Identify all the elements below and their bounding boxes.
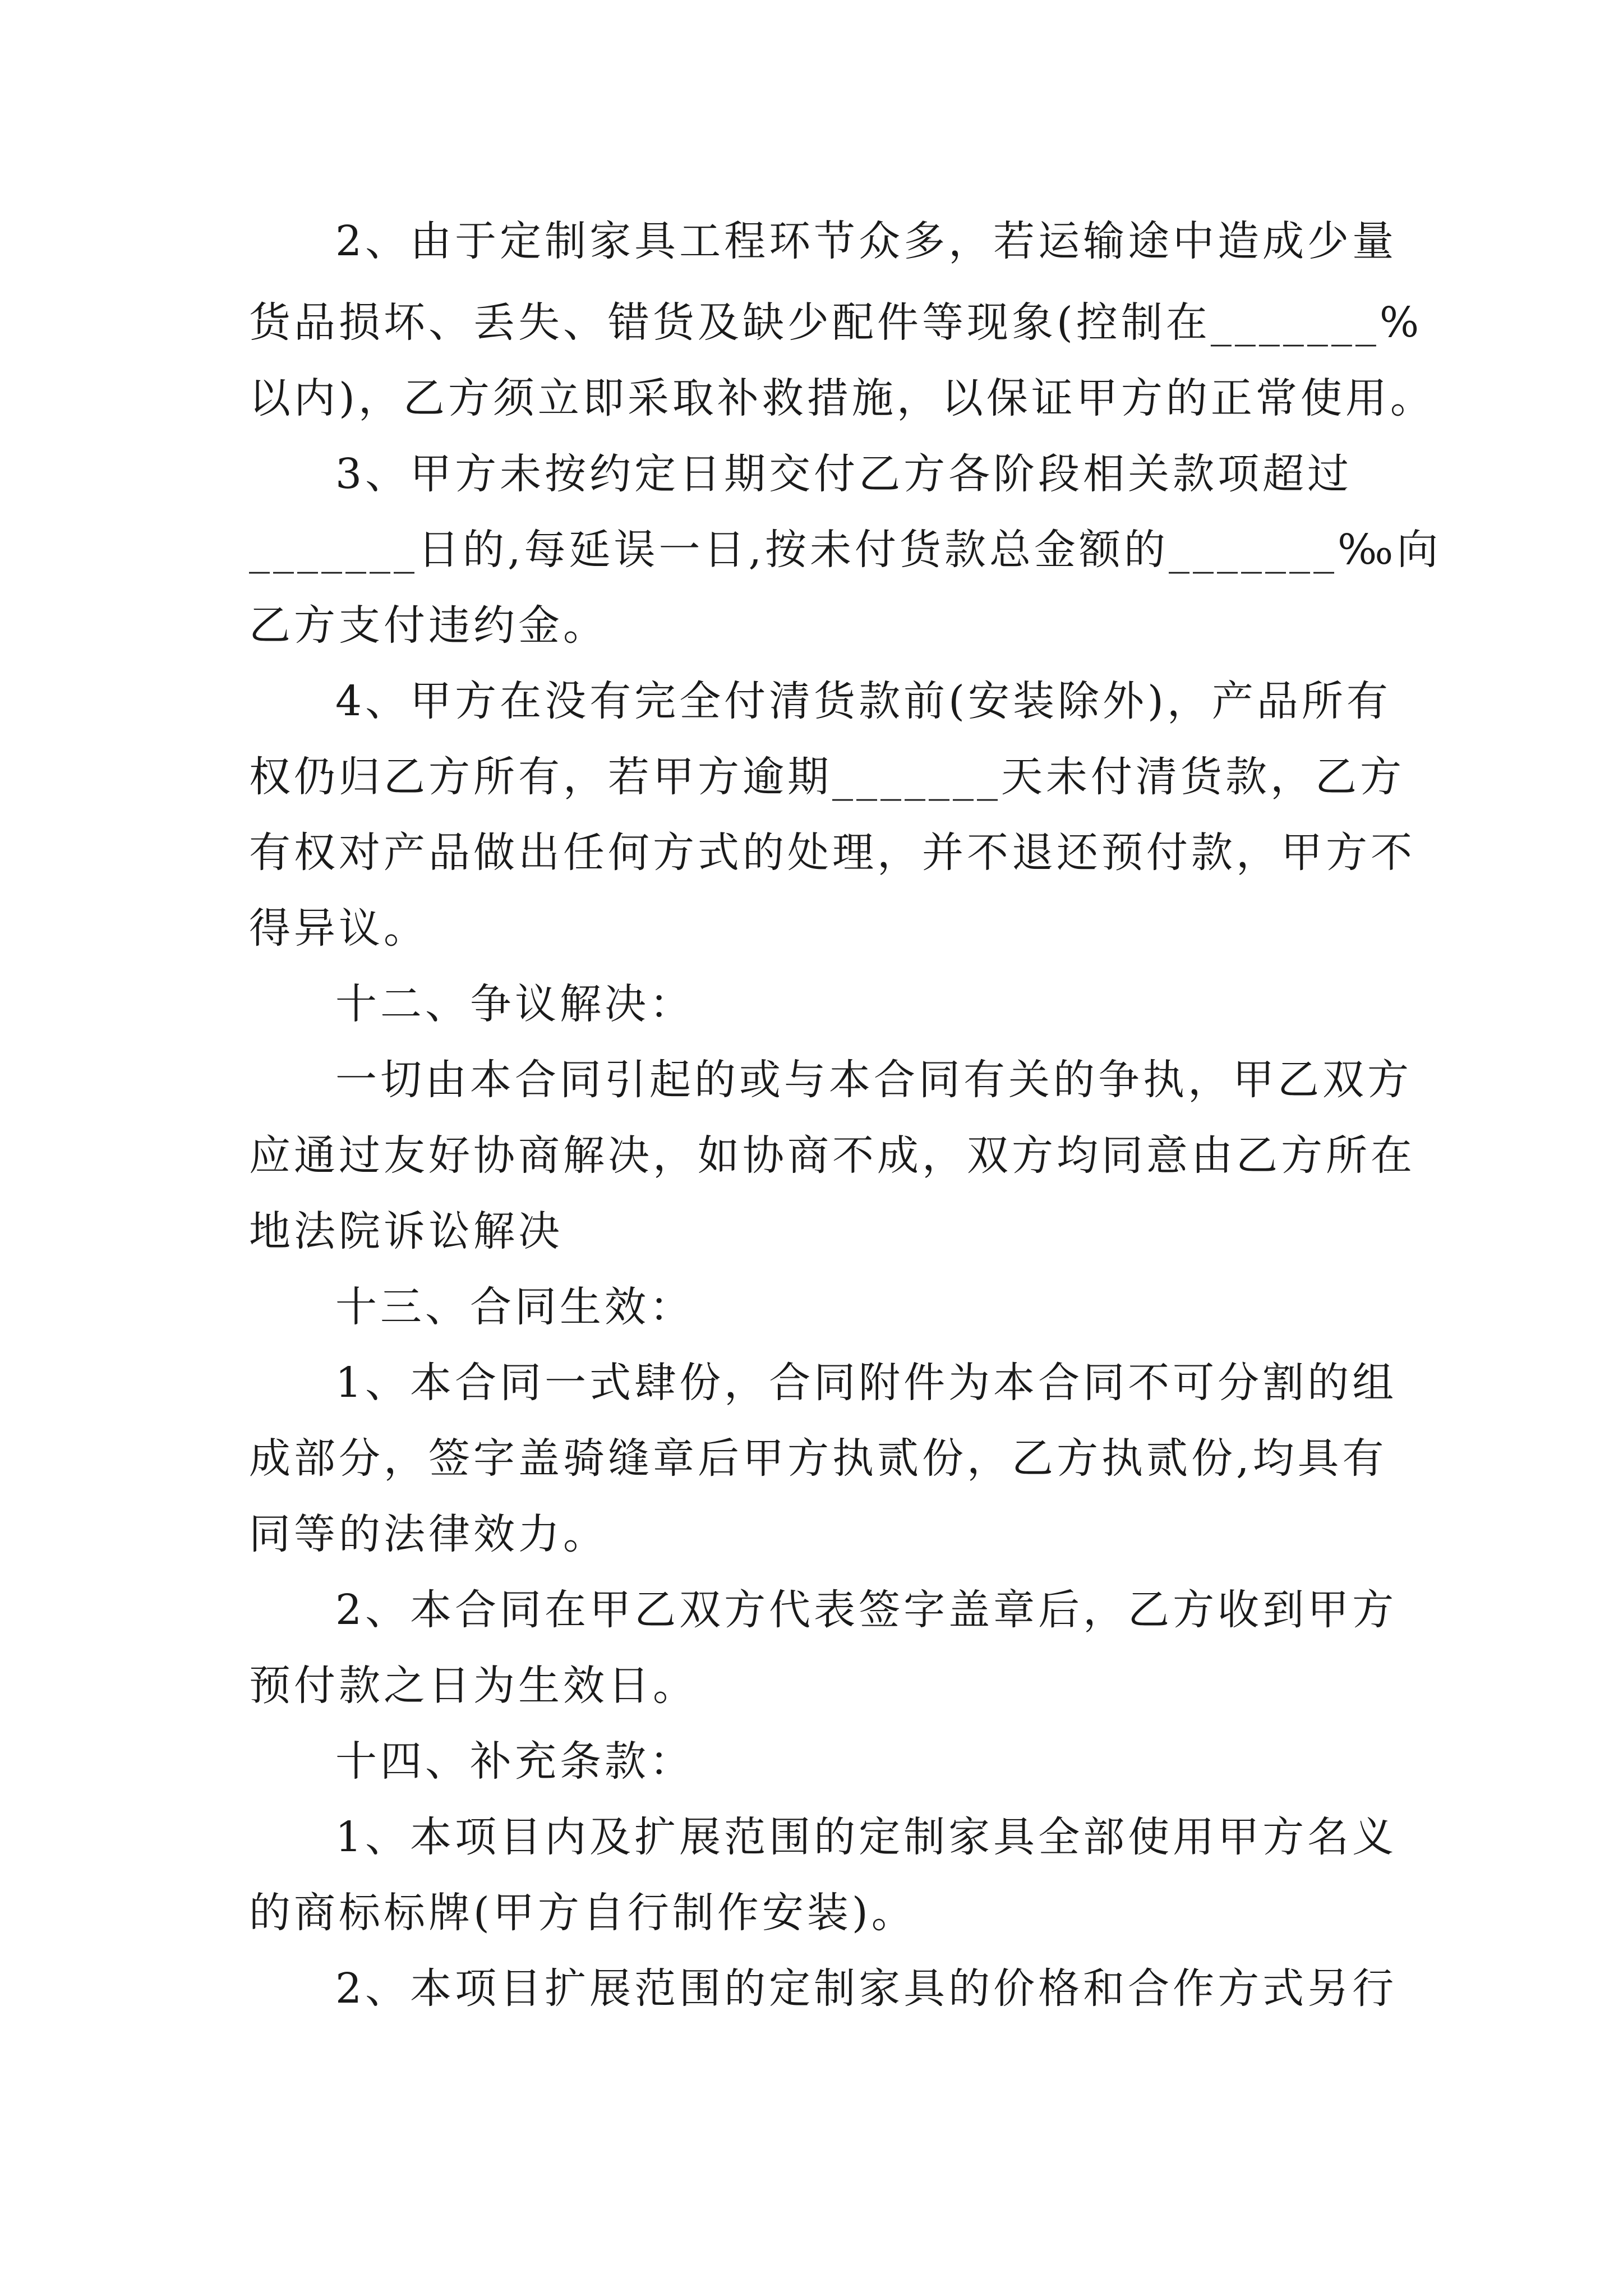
section-heading: 十三、合同生效： bbox=[335, 1283, 694, 1331]
text-line: 1、本项目内及扩展范围的定制家具全部使用甲方名义 bbox=[335, 1813, 1398, 1861]
text-line: 一切由本合同引起的或与本合同有关的争执，甲乙双方 bbox=[335, 1056, 1412, 1104]
text-line: 权仍归乙方所有，若甲方逾期_______天未付清货款，乙方 bbox=[249, 753, 1405, 801]
text-line: 成部分，签字盖骑缝章后甲方执贰份，乙方执贰份,均具有 bbox=[249, 1434, 1387, 1483]
section-heading: 十四、补充条款： bbox=[335, 1737, 694, 1786]
text-line: 应通过友好协商解决，如协商不成，双方均同意由乙方所在 bbox=[249, 1131, 1415, 1180]
text-line: 同等的法律效力。 bbox=[249, 1510, 608, 1558]
text-line: 2、本合同在甲乙双方代表签字盖章后，乙方收到甲方 bbox=[335, 1586, 1398, 1634]
text-line: 4、甲方在没有完全付清货款前(安装除外)，产品所有 bbox=[335, 677, 1391, 725]
text-line: 货品损坏、丢失、错货及缺少配件等现象(控制在_______% bbox=[249, 298, 1423, 347]
text-line: 以内)，乙方须立即采取补救措施，以保证甲方的正常使用。 bbox=[249, 374, 1435, 422]
text-line: 1、本合同一式肆份，合同附件为本合同不可分割的组 bbox=[335, 1359, 1398, 1407]
text-line: _______日的,每延误一日,按未付货款总金额的_______‰向 bbox=[249, 526, 1442, 574]
text-line: 3、甲方未按约定日期交付乙方各阶段相关款项超过 bbox=[335, 450, 1353, 498]
text-line: 的商标标牌(甲方自行制作安装)。 bbox=[249, 1889, 916, 1937]
section-heading: 十二、争议解决： bbox=[335, 980, 694, 1028]
text-line: 2、本项目扩展范围的定制家具的价格和合作方式另行 bbox=[335, 1964, 1398, 2013]
text-line: 乙方支付违约金。 bbox=[249, 601, 608, 650]
text-line: 有权对产品做出任何方式的处理，并不退还预付款，甲方不 bbox=[249, 829, 1415, 877]
text-line: 地法院诉讼解决 bbox=[249, 1207, 563, 1255]
text-line: 得异议。 bbox=[249, 904, 428, 953]
text-line: 2、由于定制家具工程环节众多，若运输途中造成少量 bbox=[335, 217, 1398, 265]
text-line: 预付款之日为生效日。 bbox=[249, 1662, 698, 1710]
